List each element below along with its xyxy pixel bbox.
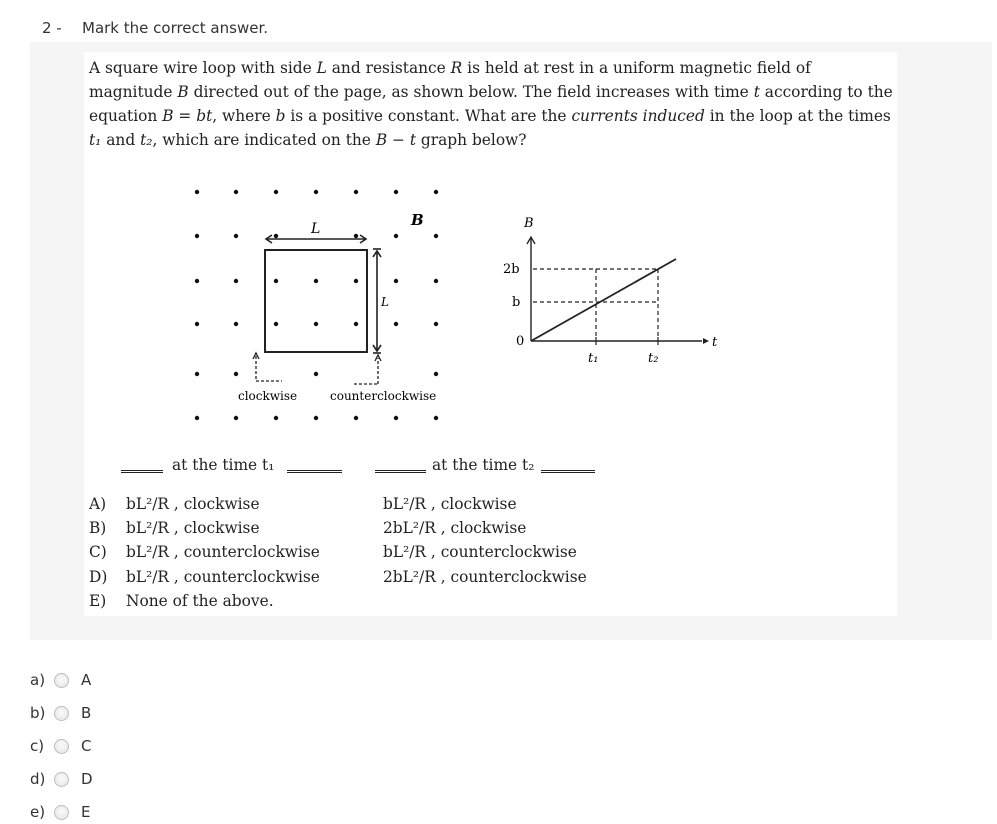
option-e-t1: None of the above. (126, 592, 274, 610)
answer-label: A (81, 671, 92, 689)
clockwise-label: clockwise (238, 389, 298, 403)
field-line (531, 259, 676, 341)
radio-button[interactable] (54, 673, 69, 688)
option-letter-c: C) (89, 543, 107, 561)
field-label: B (411, 211, 424, 229)
answer-option-b[interactable] (30, 701, 91, 725)
answer-label: D (81, 770, 93, 788)
answer-letter: b) (30, 704, 46, 722)
radio-button[interactable] (54, 805, 69, 820)
option-d-t1: bL²/R , counterclockwise (126, 568, 320, 586)
x-axis-arrowhead (703, 338, 709, 344)
clockwise-symbol (253, 353, 282, 381)
answer-option-c[interactable] (30, 734, 91, 758)
question-prompt: Mark the correct answer. (82, 19, 268, 37)
question-number: 2 - (42, 19, 62, 37)
side-label-top: L (311, 221, 321, 237)
graph-x-label: t (712, 335, 718, 350)
option-letter-b: B) (89, 519, 107, 537)
y-tick-b: b (512, 295, 521, 310)
answer-option-d[interactable] (30, 767, 93, 791)
x-tick-t2: t₂ (648, 351, 659, 366)
radio-button[interactable] (54, 739, 69, 754)
answer-letter: a) (30, 671, 46, 689)
answer-option-e[interactable] (30, 800, 90, 824)
answer-label: E (81, 803, 91, 821)
option-a-t2: bL²/R , clockwise (383, 495, 517, 513)
option-letter-e: E) (89, 592, 107, 610)
answer-letter: c) (30, 737, 45, 755)
right-dimension-arrow (373, 249, 381, 353)
answer-letter: d) (30, 770, 46, 788)
answer-letter: e) (30, 803, 46, 821)
radio-button[interactable] (54, 706, 69, 721)
header-time-t2: at the time t₂ (432, 456, 535, 474)
option-b-t1: bL²/R , clockwise (126, 519, 260, 537)
header-line-t2-left (375, 470, 426, 473)
y-tick-0: 0 (516, 334, 525, 349)
counterclockwise-label: counterclockwise (330, 389, 437, 403)
option-c-t1: bL²/R , counterclockwise (126, 543, 320, 561)
question-text: A square wire loop with side L and resistance R is held at rest in a uniform magnetic field of magnitude B directed out of the page, as shown below. The field increases with time t according to the equation B = bt, where b is a positive constant. What are the currents induced in the loop at the times t₁ and t₂, which are indicated on the B − t graph below? (89, 59, 893, 149)
square-wire-loop (265, 250, 367, 352)
header-line-t1-left (121, 470, 163, 473)
answer-label: B (81, 704, 92, 722)
bt-graph (503, 216, 718, 366)
option-b-t2: 2bL²/R , clockwise (383, 519, 527, 537)
counterclockwise-symbol (354, 355, 381, 384)
option-a-t1: bL²/R , clockwise (126, 495, 260, 513)
header-time-t1: at the time t₁ (172, 456, 275, 474)
option-letter-a: A) (89, 495, 107, 513)
side-label-right: L (381, 295, 389, 309)
option-c-t2: bL²/R , counterclockwise (383, 543, 577, 561)
option-d-t2: 2bL²/R , counterclockwise (383, 568, 587, 586)
option-letter-d: D) (89, 568, 108, 586)
header-line-t1-right (287, 470, 342, 473)
radio-button[interactable] (54, 772, 69, 787)
header-line-t2-right (541, 470, 595, 473)
y-tick-2b: 2b (503, 262, 520, 277)
answer-label: C (81, 737, 92, 755)
answer-option-a[interactable] (30, 668, 91, 692)
x-tick-t1: t₁ (588, 351, 599, 366)
graph-y-label: B (524, 216, 534, 231)
